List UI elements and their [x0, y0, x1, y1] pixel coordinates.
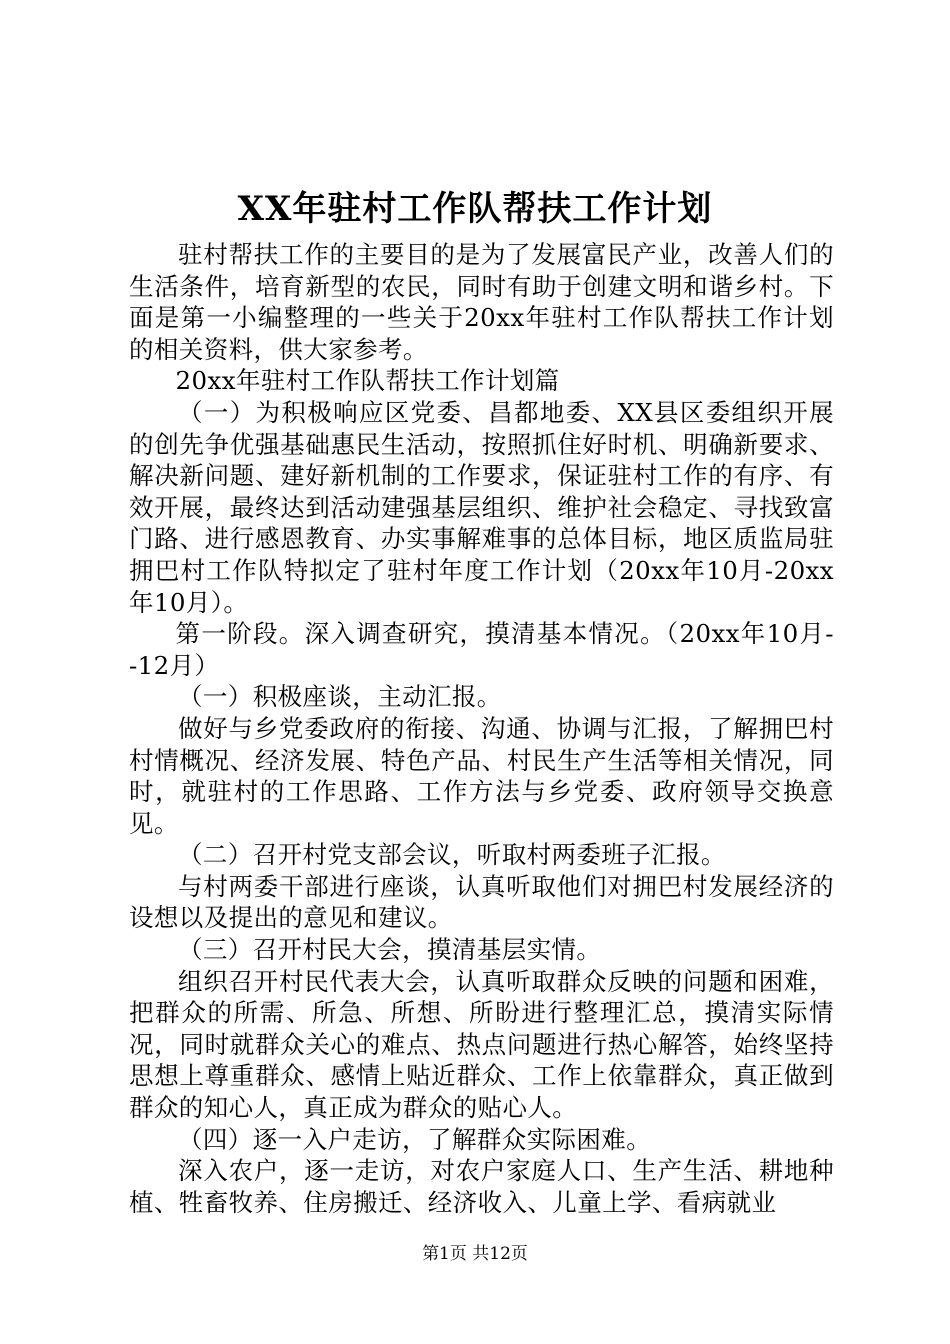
- page-number-footer: 第1页 共12页: [422, 1244, 528, 1264]
- subheading: （一）积极座谈，主动汇报。: [178, 682, 502, 712]
- paragraph: 做好与乡党委政府的衔接、沟通、协调与汇报，了解拥巴村村情概况、经济发展、特色产品、村民生产生活等相关情况，同时，就驻村的工作思路、工作方法与乡党委、政府领导交换意见。: [129, 713, 834, 838]
- intro-paragraph: 驻村帮扶工作的主要目的是为了发展富民产业，改善人们的生活条件，培育新型的农民，同时有助于创建文明和谐乡村。下面是第一小编整理的一些关于20xx年驻村工作队帮扶工作计划的相关资料，供大家参考。: [129, 240, 834, 364]
- paragraph: （一）为积极响应区党委、昌都地委、XX县区委组织开展的创先争优强基础惠民生活动，按照抓住好时机、明确新要求、解决新问题、建好新机制的工作要求，保证驻村工作的有序、有效开展，最终达到活动建强基层组织、维护社会稳定、寻找致富门路、进行感恩教育、办实事解难事的总体目标，地区质监局驻拥巴村工作队特拟定了驻村年度工作计划（20xx年10月-20xx年10月）。: [129, 397, 834, 617]
- paragraph: 深入农户，逐一走访，对农户家庭人口、生产生活、耕地种植、牲畜牧养、住房搬迁、经济收入、儿童上学、看病就业: [129, 1156, 834, 1217]
- section-heading: 20xx年驻村工作队帮扶工作计划篇: [175, 366, 560, 396]
- paragraph: 组织召开村民代表大会，认真听取群众反映的问题和困难，把群众的所需、所急、所想、所盼进行整理汇总，摸清实际情况，同时就群众关心的难点、热点问题进行热心解答，始终坚持思想上尊重群众、感情上贴近群众、工作上依靠群众，真正做到群众的知心人，真正成为群众的贴心人。: [129, 966, 834, 1123]
- subheading: （二）召开村党支部会议，听取村两委班子汇报。: [178, 840, 726, 870]
- subheading: （三）召开村民大会，摸清基层实情。: [178, 935, 602, 965]
- stage-heading: 第一阶段。深入调查研究，摸清基本情况。（20xx年10月--12月）: [129, 619, 834, 680]
- subheading: （四）逐一入户走访，了解群众实际困难。: [178, 1124, 652, 1154]
- document-body: [129, 239, 834, 1218]
- paragraph: 与村两委干部进行座谈，认真听取他们对拥巴村发展经济的设想以及提出的意见和建议。: [129, 871, 834, 933]
- document-title: XX年驻村工作队帮扶工作计划: [237, 189, 713, 229]
